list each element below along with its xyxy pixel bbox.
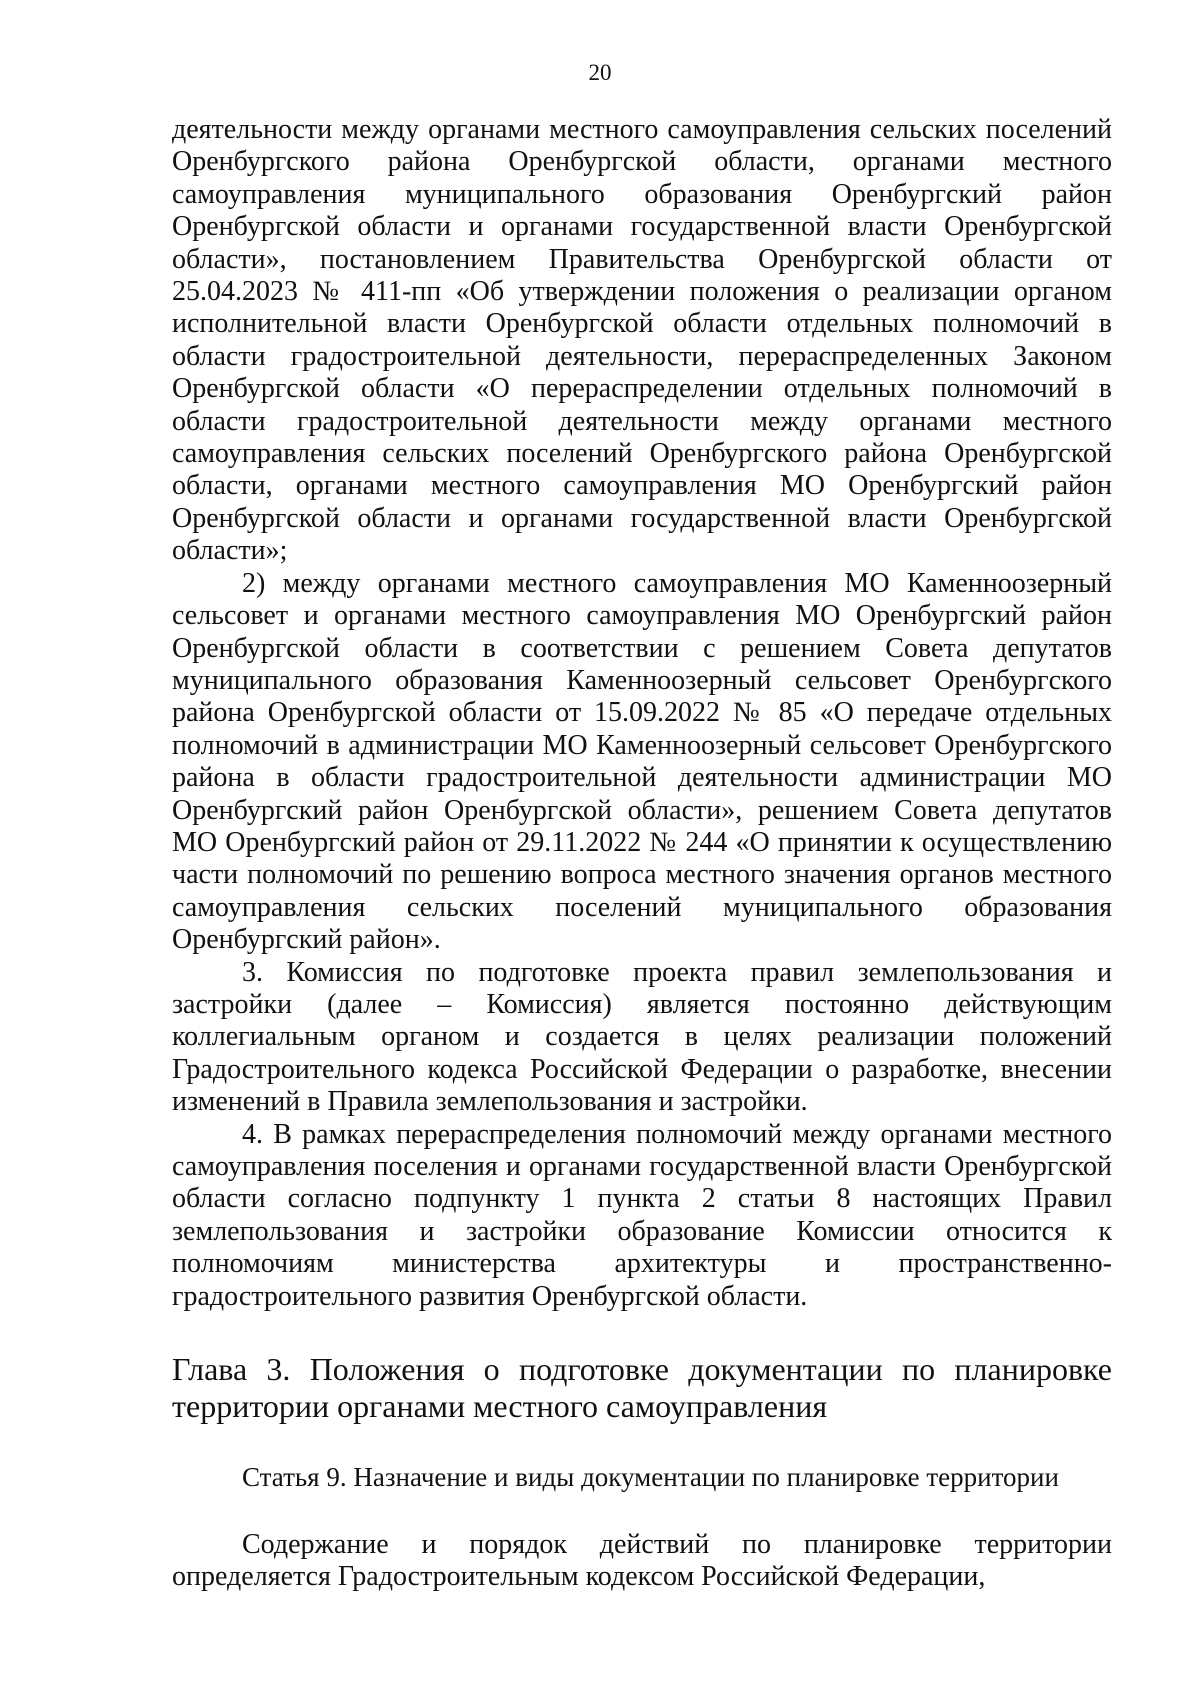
paragraph-item-2: 2) между органами местного самоуправления МО Каменноозерный сельсовет и органами местного самоуправления МО Оренбургский район Оренбургской области в соответствии с решением Совета депутатов муниципального образования Каменноозерный сельсовет Оренбургского района Оренбургской области от 15.09.2022 № 85 «О передаче отдельных полномочий в администрации МО Каменноозерный сельсовет Оренбургского района в области градостроительной деятельности администрации МО Оренбургский район Оренбургской области», решением Совета депутатов МО Оренбургский район от 29.11.2022 № 244 «О принятии к осуществлению части полномочий по решению вопроса местного значения органов местного самоуправления сельских поселений муниципального образования Оренбургский район». [172, 567, 1112, 956]
chapter-heading: Глава 3. Положения о подготовке документации по планировке территории органами местного самоуправления [172, 1351, 1112, 1425]
article-heading: Статья 9. Назначение и виды документации по планировке территории [242, 1462, 1059, 1493]
document-body [172, 114, 1112, 1594]
page-number: 20 [588, 60, 612, 85]
paragraph-item-3: 3. Комиссия по подготовке проекта правил землепользования и застройки (далее – Комиссия) является постоянно действующим коллегиальным органом и создается в целях реализации положений Градостроительного кодекса Российской Федерации о разработке, внесении изменений в Правила землепользования и застройки. [172, 956, 1112, 1118]
article-paragraph: Содержание и порядок действий по планировке территории определяется Градостроительным кодексом Российской Федерации, [172, 1529, 1112, 1593]
paragraph-item-4: 4. В рамках перераспределения полномочий между органами местного самоуправления поселения и органами государственной власти Оренбургской области согласно подпункту 1 пункта 2 статьи 8 настоящих Правил землепользования и застройки образование Комиссии относится к полномочиям министерства архитектуры и пространственно-градостроительного развития Оренбургской области. [172, 1118, 1112, 1312]
paragraph-continuation: деятельности между органами местного самоуправления сельских поселений Оренбургского района Оренбургской области, органами местного самоуправления муниципального образования Оренбургский район Оренбургской области и органами государственной власти Оренбургской области», постановлением Правительства Оренбургской области от 25.04.2023 № 411-пп «Об утверждении положения о реализации органом исполнительной власти Оренбургской области отдельных полномочий в области градостроительной деятельности, перераспределенных Законом Оренбургской области «О перераспределении отдельных полномочий в области градостроительной деятельности между органами местного самоуправления сельских поселений Оренбургского района Оренбургской области, органами местного самоуправления МО Оренбургский район Оренбургской области и органами государственной власти Оренбургской области»; [172, 114, 1112, 567]
